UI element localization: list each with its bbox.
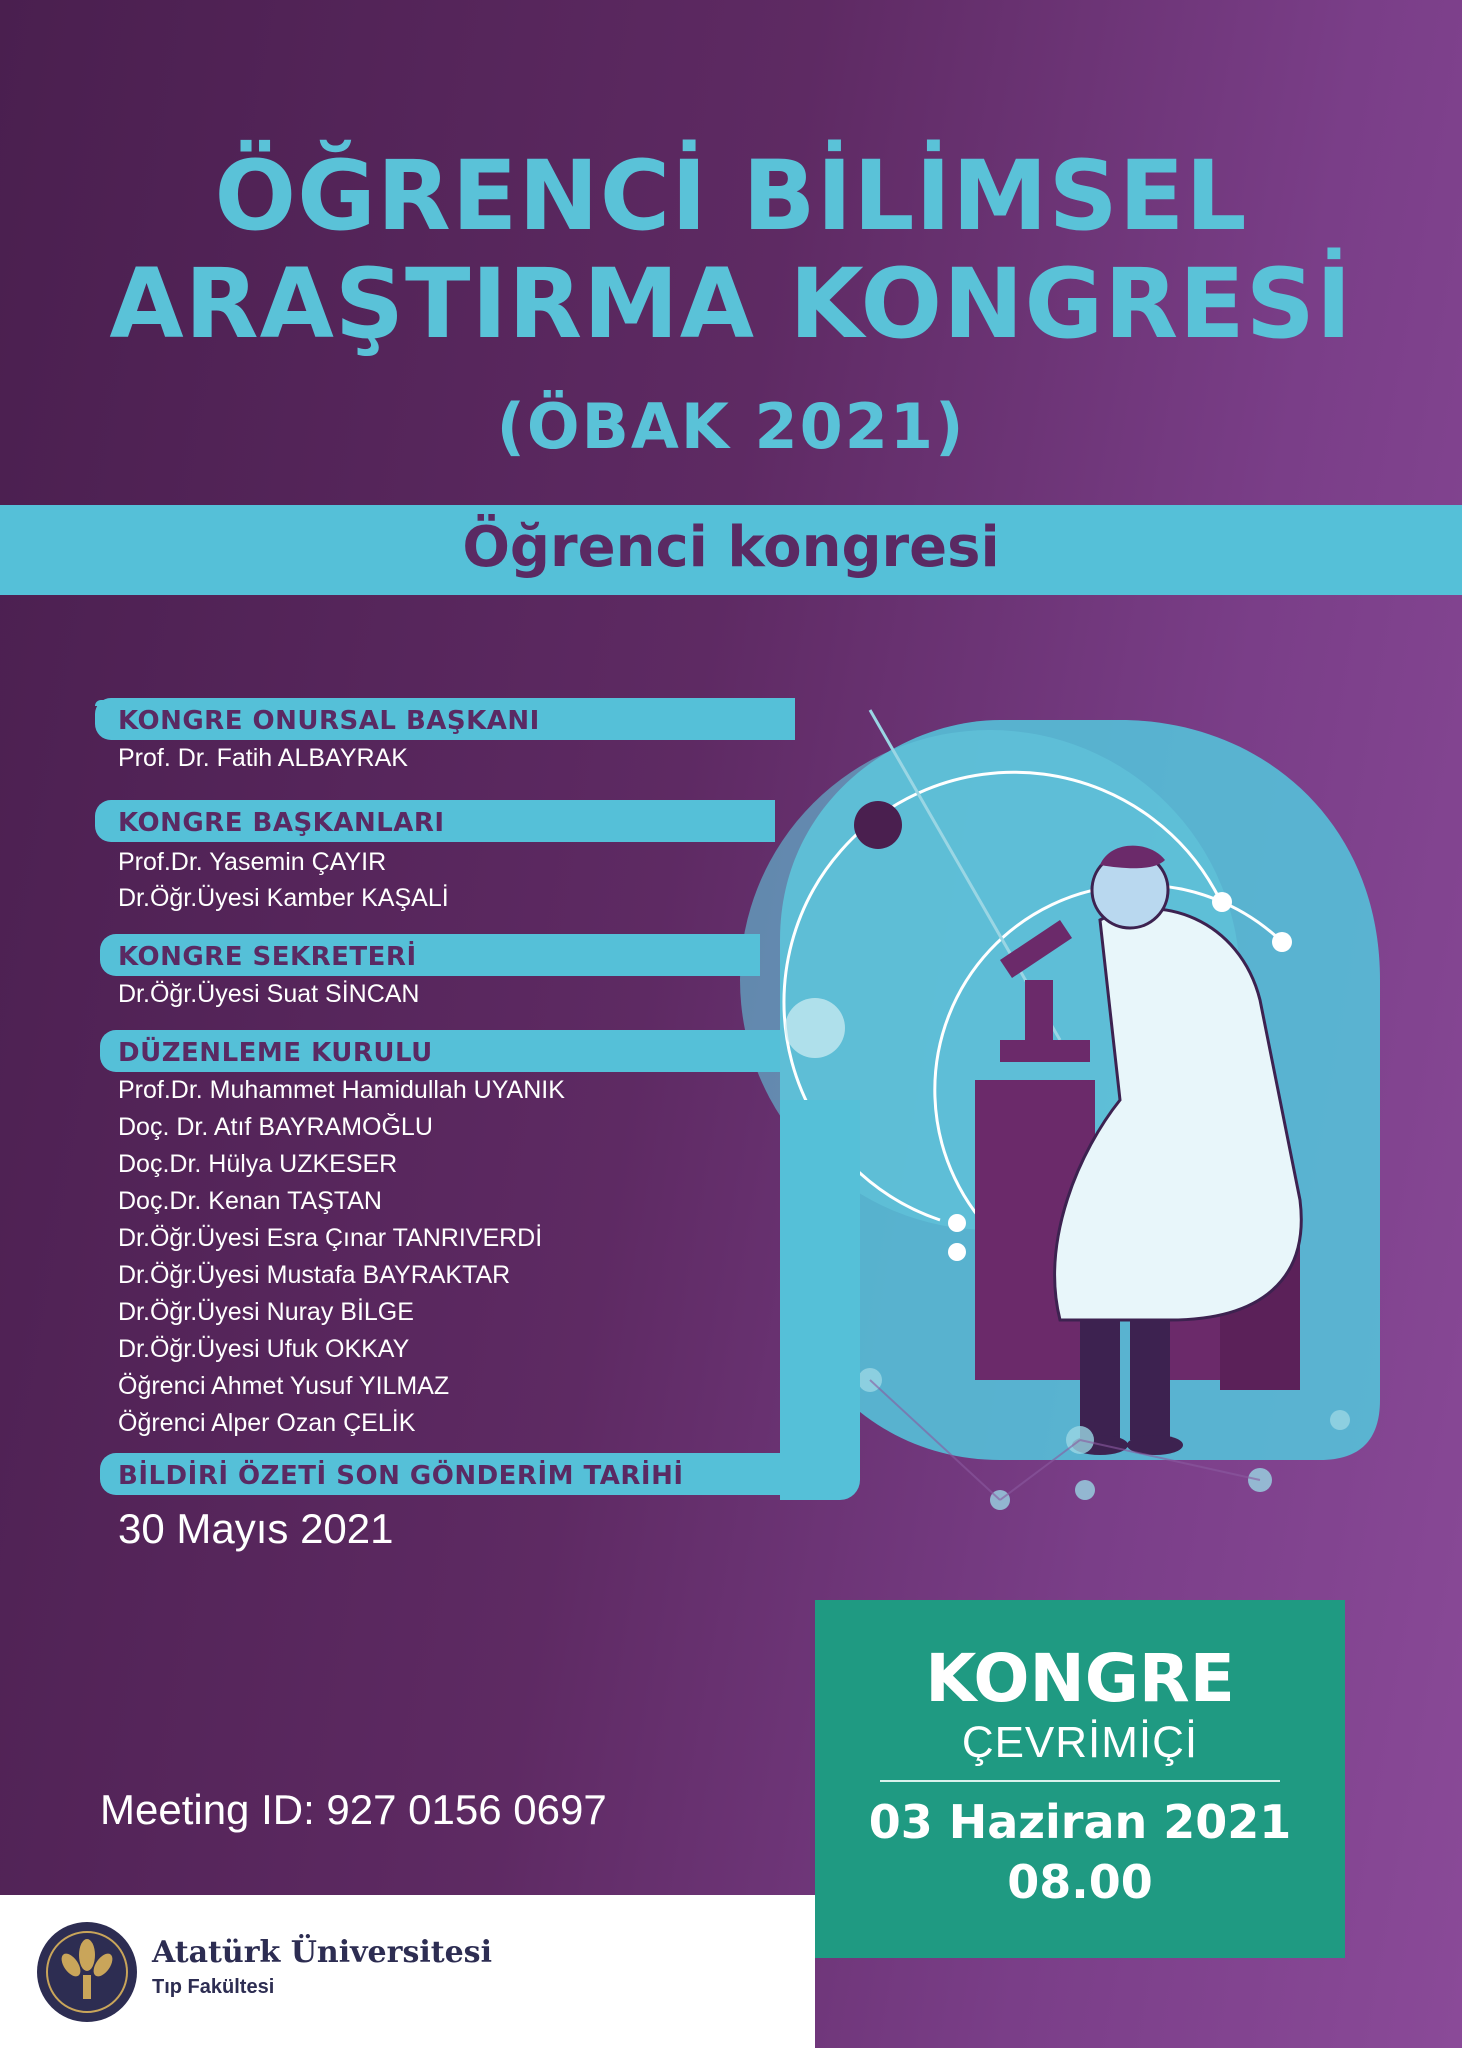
planet-light <box>785 998 845 1058</box>
member-name: Dr.Öğr.Üyesi Mustafa BAYRAKTAR <box>118 1261 511 1289</box>
university-logo-icon <box>35 1920 139 2024</box>
member-name: Prof. Dr. Fatih ALBAYRAK <box>118 744 408 772</box>
heading-honorary: KONGRE ONURSAL BAŞKANI <box>118 706 540 736</box>
microscope-arm <box>1025 980 1053 1050</box>
faculty-name: Tıp Fakültesi <box>152 1976 275 1998</box>
title-line-1: ÖĞRENCİ BİLİMSEL <box>214 140 1248 252</box>
member-name: Prof.Dr. Yasemin ÇAYIR <box>118 848 387 876</box>
frame-right <box>780 1100 860 1500</box>
event-mode: ÇEVRİMİÇİ <box>961 1718 1199 1767</box>
leg-left <box>1080 1320 1120 1440</box>
heading-deadline: BİLDİRİ ÖZETİ SON GÖNDERİM TARİHİ <box>118 1461 684 1491</box>
member-name: Dr.Öğr.Üyesi Suat SİNCAN <box>118 980 420 1008</box>
member-name: Öğrenci Ahmet Yusuf YILMAZ <box>118 1372 450 1400</box>
member-name: Doç.Dr. Hülya UZKESER <box>118 1150 398 1178</box>
heading-committee: DÜZENLEME KURULU <box>118 1038 433 1068</box>
orbit-dot <box>948 1243 966 1261</box>
deadline-date: 30 Mayıs 2021 <box>118 1505 394 1552</box>
title-line-2: ARAŞTIRMA KONGRESİ <box>109 248 1353 360</box>
member-name: Dr.Öğr.Üyesi Nuray BİLGE <box>118 1298 414 1326</box>
member-name: Doç.Dr. Kenan TAŞTAN <box>118 1187 382 1215</box>
event-date: 03 Haziran 2021 <box>868 1795 1292 1849</box>
member-name: Öğrenci Alper Ozan ÇELİK <box>118 1409 416 1437</box>
member-name: Dr.Öğr.Üyesi Ufuk OKKAY <box>118 1335 410 1363</box>
meeting-id: Meeting ID: 927 0156 0697 <box>100 1786 607 1833</box>
orbit-dot <box>1212 892 1232 912</box>
planet-dark <box>854 801 902 849</box>
subtitle-text: Öğrenci kongresi <box>462 515 1000 580</box>
member-name: Dr.Öğr.Üyesi Esra Çınar TANRIVERDİ <box>118 1224 543 1252</box>
leg-right <box>1130 1320 1170 1440</box>
orbit-dot <box>1272 932 1292 952</box>
member-name: Doç. Dr. Atıf BAYRAMOĞLU <box>118 1113 433 1141</box>
member-name: Prof.Dr. Muhammet Hamidullah UYANIK <box>118 1076 565 1104</box>
event-divider <box>880 1780 1280 1782</box>
event-title: KONGRE <box>925 1640 1235 1717</box>
heading-secretary: KONGRE SEKRETERİ <box>118 942 417 972</box>
title-line-3: (ÖBAK 2021) <box>496 390 966 463</box>
orbit-dot <box>948 1214 966 1232</box>
member-name: Dr.Öğr.Üyesi Kamber KAŞALİ <box>118 884 449 912</box>
university-name: Atatürk Üniversitesi <box>152 1935 492 1970</box>
heading-presidents: KONGRE BAŞKANLARI <box>118 808 445 838</box>
event-time: 08.00 <box>1007 1855 1153 1909</box>
